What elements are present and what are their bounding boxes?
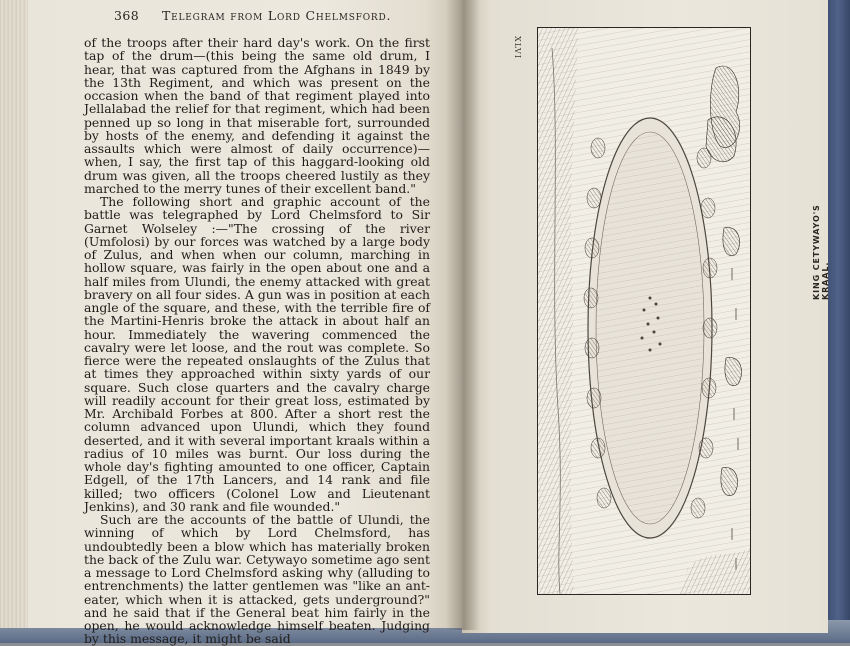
paragraph-3: Such are the accounts of the battle of Ulundi, the winning of which by Lord Chelmsford, has undoubtedly been a blow which has materially broken the back of the Zulu war. Cetywayo sometime ago sent a message to Lord Chelmsford asking why (alluding to entrenchments) the latter gentlemen was "like an ant-eater, which when it is attacked, gets underground?" and he said that if the General beat him fairly in the open, he would acknowledge himself beaten. Judging by this message, it might be said: [84, 512, 430, 646]
kraal-engraving-illustration: [538, 28, 750, 594]
body-text: [84, 36, 430, 646]
page-number: 368: [114, 8, 140, 23]
engraving-plate: [537, 27, 751, 595]
plate-number: XLVI: [513, 36, 522, 59]
paragraph-1: of the troops after their hard day's work. On the first tap of the drum—(this being the same old drum, I hear, that was captured from the Afghans in 1849 by the 13th Regiment, and which was present on the occasion when the band of that regiment played into Jellalabad the relief for that regiment, which had been penned up so long in that miserable fort, surrounded by hosts of the enemy, and defending it against the assaults which were almost of daily occurrence)—when, I say, the first tap of this haggard-looking old drum was given, all the troops cheered lustily as they marched to the merry tunes of their excellent band.": [84, 35, 430, 196]
book-cover-edge: [826, 0, 850, 643]
paragraph-2: The following short and graphic account of the battle was telegraphed by Lord Chelmsford to Sir Garnet Wolseley :—"The crossing of the river (Umfolosi) by our forces was watched by a large body of Zulus, and when when our column, marching in hollow square, was fairly in the open about one and a half miles from Ulundi, the enemy attacked with great bravery on all four sides. A gun was in position at each angle of the square, and these, with the terrible fire of the Martini-Henris broke the attack in about half an hour. Immediately the wavering commenced the cavalry were let loose, and the rout was complete. So fierce were the repeated onslaughts of the Zulus that at times they approached within sixty yards of our square. Such close quarters and the cavalry charge will readily account for their great loss, estimated by Mr. Archibald Forbes at 800. After a short rest the column advanced upon Ulundi, which they found deserted, and it with several important kraals within a radius of 10 miles was burnt. Our loss during the whole day's fighting amounted to one officer, Captain Edgell, of the 17th Lancers, and 14 rank and file killed; two officers (Colonel Low and Lieutenant Jenkins), and 30 rank and file wounded.": [84, 194, 430, 514]
page-edges: [0, 0, 28, 628]
plate-caption: KING CETYWAYO'S KRAAL.: [812, 204, 830, 300]
running-head: Telegram from Lord Chelmsford.: [162, 8, 392, 23]
book-gutter: [446, 0, 480, 630]
page-header: [104, 8, 454, 26]
